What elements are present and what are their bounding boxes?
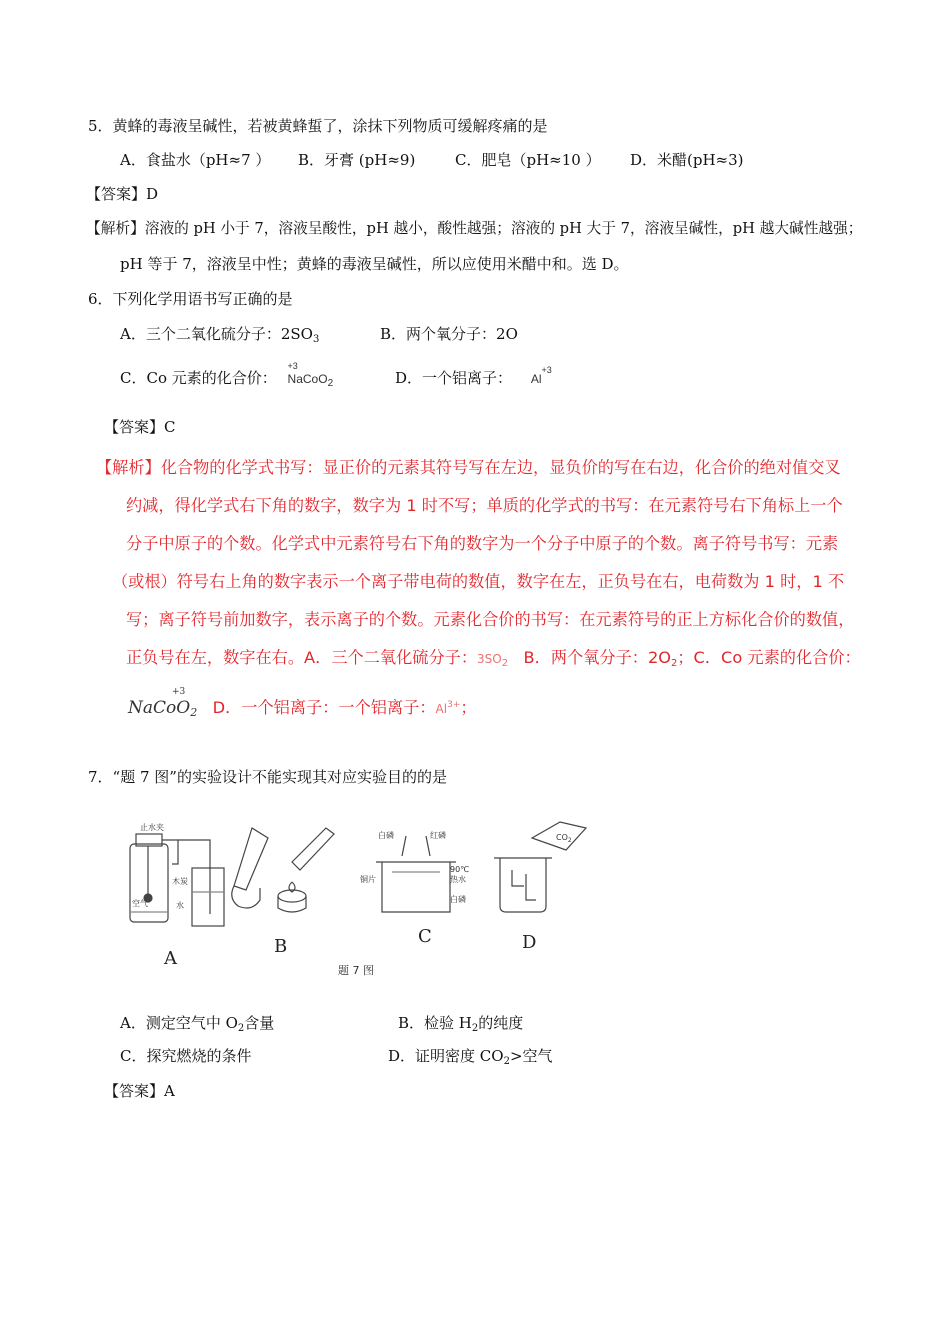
q6-option-a: A．三个二氧化硫分子：$2SO_3$: [120, 325, 320, 345]
q5-option-d: D．米醋(pH≈3): [630, 151, 744, 169]
q6-answer: 【答案】C: [104, 418, 176, 436]
q5-option-b: B．牙膏 (pH≈9): [298, 151, 416, 169]
q6-analysis-line3: 分子中原子的个数。化学式中元素符号右下角的数字为一个分子中原子的个数。离子符号书写：元素: [126, 534, 839, 553]
label-c-copper: 铜片: [360, 875, 376, 884]
q6-analysis-formula: +3 NaCoO$_2$: [128, 687, 198, 719]
apparatus-d: [494, 822, 586, 912]
label-a-water: 水: [176, 901, 184, 910]
q7-option-c: C．探究燃烧的条件: [120, 1047, 252, 1065]
q6-analysis-line4: （或根）符号右上角的数字表示一个离子带电荷的数值，数字在左，正负号在右，电荷数为 1 时，1 不: [112, 572, 845, 591]
q6-stem: 6．下列化学用语书写正确的是: [88, 290, 293, 308]
q7-figure: [120, 816, 610, 986]
figure-label-c: C: [418, 926, 432, 947]
label-c-white-p-water: 白磷: [450, 895, 466, 904]
label-c-hot-water: 热水: [450, 875, 466, 884]
figure-label-b: B: [274, 936, 288, 957]
q7-option-b: B．检验 $H_2$的纯度: [398, 1014, 524, 1034]
q7-option-a: A．测定空气中 $O_2$含量: [120, 1014, 275, 1034]
q5-option-a: A．食盐水（pH≈7 ）: [120, 151, 271, 169]
label-c-white-p: 白磷: [378, 831, 394, 840]
label-a-clamp: 止水夹: [140, 823, 164, 832]
figure-label-a: A: [164, 948, 177, 969]
q5-stem: 5．黄蜂的毒液呈碱性，若被黄蜂蜇了，涂抹下列物质可缓解疼痛的是: [88, 117, 548, 135]
figure-caption: 题 7 图: [338, 964, 374, 977]
q6-option-d-formula: $Al^{+3}$: [530, 365, 552, 386]
label-a-charcoal: 木炭: [172, 877, 188, 886]
q5-option-c: C．肥皂（pH≈10 ）: [455, 151, 601, 169]
q7-stem: 7．“题 7 图”的实验设计不能实现其对应实验目的的是: [88, 768, 447, 786]
apparatus-c: [376, 836, 456, 912]
apparatus-b: [232, 828, 334, 912]
q6-option-b: B．两个氧分子：2O: [380, 325, 518, 343]
q5-answer: 【答案】D: [86, 185, 159, 203]
label-a-air: 空气: [132, 899, 148, 908]
q6-analysis-line1: 【解析】化合物的化学式书写：显正价的元素其符号写在左边，显负价的写在右边，化合价的绝对值交叉: [96, 458, 841, 477]
q5-analysis-line1: 【解析】溶液的 pH 小于 7，溶液呈酸性，pH 越小，酸性越强；溶液的 pH 大于 7，溶液呈碱性，pH 越大碱性越强；: [86, 220, 863, 237]
q6-analysis-line2: 约减，得化学式右下角的数字，数字为 1 时不写；单质的化学式的书写：在元素符号右下角标上一个: [126, 496, 843, 515]
q6-option-c-formula: +3 NaCoO$_2$: [287, 361, 334, 389]
figure-label-d: D: [522, 932, 537, 953]
label-c-red-p: 红磷: [430, 831, 446, 840]
q6-option-d: D．一个铝离子： $Al^{+3}$: [395, 365, 552, 387]
label-d-co2: $CO_2$: [556, 833, 572, 844]
label-c-temp: 90℃: [450, 865, 470, 874]
q7-answer: 【答案】A: [104, 1082, 175, 1100]
q7-option-d: D．证明密度 $CO_2>$空气: [388, 1047, 553, 1067]
q5-analysis-line2: pH 等于 7，溶液呈中性；黄蜂的毒液呈碱性，所以应使用米醋中和。选 D。: [120, 255, 629, 273]
q6-analysis-line7: +3 NaCoO$_2$ D．一个铝离子：一个铝离子：$Al^{3+}$；: [128, 698, 477, 723]
q6-option-c: C．Co 元素的化合价： +3 NaCoO$_2$: [120, 368, 333, 394]
q6-analysis-line5: 写；离子符号前加数字，表示离子的个数。元素化合价的书写：在元素符号的正上方标化合价的数值，: [126, 610, 855, 629]
q6-analysis-line6: 正负号在左，数字在右。A．三个二氧化硫分子：$3SO_2$ B．两个氧分子：$2O_2$；C．Co 元素的化合价：: [126, 648, 861, 669]
